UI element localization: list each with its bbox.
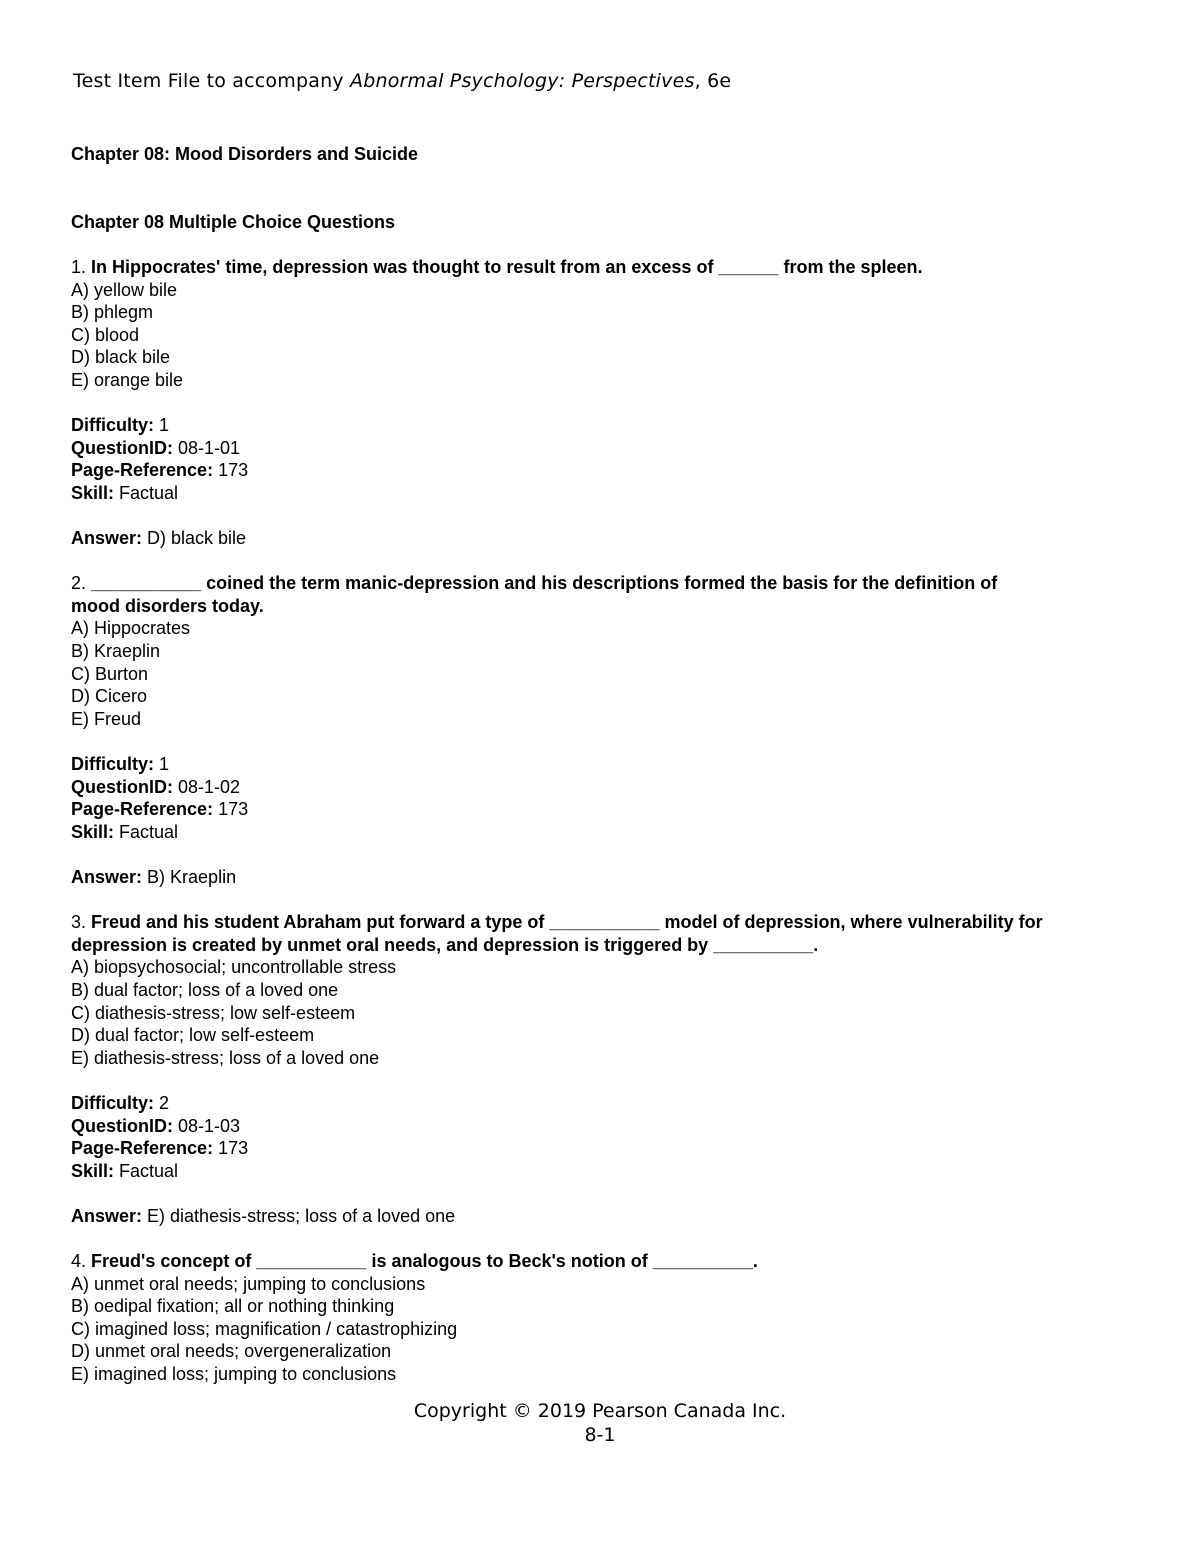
question-number: 2.	[71, 573, 87, 594]
page-reference-row: Page-Reference: 173	[71, 460, 249, 481]
skill-row: Skill: Factual	[71, 821, 179, 842]
difficulty-row: Difficulty: 1	[71, 415, 170, 436]
answer-row: Answer: D) black bile	[71, 528, 247, 549]
answer-option: D) dual factor; low self-esteem	[71, 1025, 315, 1046]
question-1	[71, 256, 1146, 572]
difficulty-row: Difficulty: 1	[71, 754, 170, 775]
question-stem-continued: mood disorders today.	[71, 595, 264, 616]
question-stem: 4. Freud's concept of ___________ is analogous to Beck's notion of __________.	[71, 1251, 758, 1272]
question-number: 3.	[71, 912, 87, 933]
question-id-row: QuestionID: 08-1-02	[71, 776, 241, 797]
answer-option: A) biopsychosocial; uncontrollable stress	[71, 957, 397, 978]
page-reference-row: Page-Reference: 173	[71, 1138, 249, 1159]
question-stem: 2. ___________ coined the term manic-depression and his descriptions formed the basis for the definition of	[71, 573, 998, 594]
document-body	[71, 143, 1146, 1386]
question-number: 1.	[71, 256, 87, 277]
question-number: 4.	[71, 1251, 87, 1272]
header-suffix: , 6e	[694, 70, 732, 92]
answer-option: A) Hippocrates	[71, 618, 191, 639]
answer-option: C) diathesis-stress; low self-esteem	[71, 1002, 356, 1023]
header-book-title: Abnormal Psychology: Perspectives	[350, 70, 695, 92]
skill-row: Skill: Factual	[71, 1160, 179, 1181]
chapter-title: Chapter 08: Mood Disorders and Suicide	[71, 144, 419, 164]
question-stem-continued: depression is created by unmet oral needs, and depression is triggered by __________.	[71, 934, 819, 955]
header-prefix: Test Item File to accompany	[73, 70, 350, 92]
answer-option: B) dual factor; loss of a loved one	[71, 979, 339, 1000]
answer-option: C) blood	[71, 324, 140, 345]
answer-option: C) Burton	[71, 663, 149, 684]
question-2	[71, 572, 1146, 911]
answer-option: B) phlegm	[71, 302, 154, 323]
question-id-row: QuestionID: 08-1-03	[71, 1115, 241, 1136]
section-title: Chapter 08 Multiple Choice Questions	[71, 211, 396, 232]
running-header	[73, 70, 731, 92]
question-stem: 1. In Hippocrates' time, depression was thought to result from an excess of ______ from the spleen.	[71, 256, 923, 277]
answer-option: C) imagined loss; magnification / catastrophizing	[71, 1318, 458, 1339]
page-reference-row: Page-Reference: 173	[71, 799, 249, 820]
answer-option: A) unmet oral needs; jumping to conclusions	[71, 1273, 426, 1294]
question-stem: 3. Freud and his student Abraham put forward a type of ___________ model of depression, where vulnerability for	[71, 912, 1043, 933]
difficulty-row: Difficulty: 2	[71, 1092, 170, 1113]
copyright-notice: Copyright © 2019 Pearson Canada Inc.	[413, 1400, 787, 1422]
answer-option: A) yellow bile	[71, 279, 178, 300]
answer-option: D) Cicero	[71, 686, 148, 707]
question-3	[71, 911, 1146, 1250]
question-4	[71, 1250, 1146, 1386]
answer-option: E) Freud	[71, 708, 142, 729]
answer-option: B) Kraeplin	[71, 641, 161, 662]
answer-row: Answer: E) diathesis-stress; loss of a loved one	[71, 1205, 456, 1226]
page-number: 8-1	[584, 1424, 616, 1446]
skill-row: Skill: Factual	[71, 482, 179, 503]
answer-option: E) imagined loss; jumping to conclusions	[71, 1364, 397, 1385]
answer-option: B) oedipal fixation; all or nothing thinking	[71, 1296, 395, 1317]
answer-option: D) black bile	[71, 347, 171, 368]
answer-option: E) orange bile	[71, 369, 184, 390]
answer-option: E) diathesis-stress; loss of a loved one	[71, 1047, 380, 1068]
answer-row: Answer: B) Kraeplin	[71, 867, 237, 887]
question-id-row: QuestionID: 08-1-01	[71, 437, 241, 458]
answer-option: D) unmet oral needs; overgeneralization	[71, 1341, 392, 1362]
